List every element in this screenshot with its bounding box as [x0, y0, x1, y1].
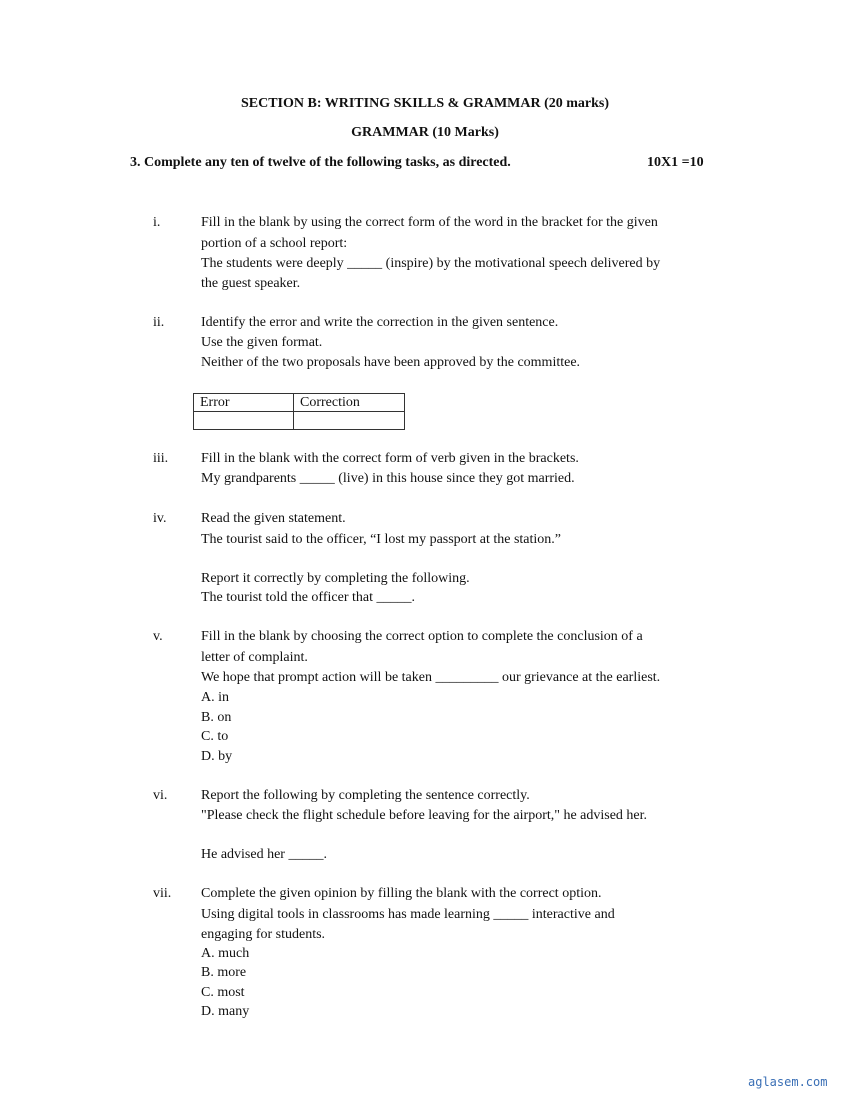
item-line: My grandparents _____ (live) in this house since they got married.	[201, 471, 575, 486]
item-line: Fill in the blank with the correct form of verb given in the brackets.	[201, 451, 579, 466]
item-numeral: iii.	[153, 451, 169, 466]
error-cell[interactable]	[194, 412, 294, 430]
item-line: B. on	[201, 710, 232, 725]
section-title: SECTION B: WRITING SKILLS & GRAMMAR (20 marks)	[240, 96, 610, 111]
item-numeral: v.	[153, 629, 163, 644]
item-line: A. in	[201, 690, 229, 705]
question-instruction: 3. Complete any ten of twelve of the following tasks, as directed.	[130, 155, 511, 170]
watermark[interactable]: aglasem.com	[748, 1075, 828, 1089]
table-header-correction: Correction	[294, 394, 405, 412]
correction-cell[interactable]	[294, 412, 405, 430]
grammar-subtitle: GRAMMAR (10 Marks)	[351, 125, 499, 140]
item-line: engaging for students.	[201, 927, 326, 942]
item-line: Complete the given opinion by filling the blank with the correct option.	[201, 886, 602, 901]
item-line: A. much	[201, 946, 250, 961]
item-numeral: ii.	[153, 315, 165, 330]
item-line: "Please check the flight schedule before leaving for the airport," he advised her.	[201, 808, 648, 823]
error-correction-table	[193, 393, 405, 430]
item-line: Fill in the blank by using the correct form of the word in the bracket for the given	[201, 215, 658, 230]
item-line: Identify the error and write the correction in the given sentence.	[201, 315, 559, 330]
item-line: D. many	[201, 1004, 250, 1019]
item-numeral: i.	[153, 215, 161, 230]
item-line: B. more	[201, 965, 247, 980]
item-line: Report it correctly by completing the following.	[201, 571, 470, 586]
table-header-error: Error	[194, 394, 294, 412]
item-line: C. to	[201, 729, 229, 744]
question-marks: 10X1 =10	[647, 155, 704, 170]
item-line: portion of a school report:	[201, 236, 348, 251]
item-line: The students were deeply _____ (inspire) by the motivational speech delivered by	[201, 256, 661, 271]
item-line: Read the given statement.	[201, 511, 346, 526]
item-line: The tourist said to the officer, “I lost my passport at the station.”	[201, 532, 561, 547]
item-line: We hope that prompt action will be taken _________ our grievance at the earliest.	[201, 670, 661, 685]
item-line: the guest speaker.	[201, 276, 301, 291]
item-line: The tourist told the officer that _____.	[201, 590, 415, 605]
item-line: C. most	[201, 985, 245, 1000]
item-line: Using digital tools in classrooms has made learning _____ interactive and	[201, 907, 615, 922]
item-numeral: vii.	[153, 886, 172, 901]
item-line: Use the given format.	[201, 335, 323, 350]
item-line: He advised her _____.	[201, 847, 327, 862]
item-line: Fill in the blank by choosing the correct option to complete the conclusion of a	[201, 629, 643, 644]
item-numeral: vi.	[153, 788, 168, 803]
item-line: Report the following by completing the sentence correctly.	[201, 788, 530, 803]
item-line: D. by	[201, 749, 233, 764]
item-numeral: iv.	[153, 511, 167, 526]
item-line: letter of complaint.	[201, 650, 308, 665]
item-line: Neither of the two proposals have been approved by the committee.	[201, 355, 581, 370]
